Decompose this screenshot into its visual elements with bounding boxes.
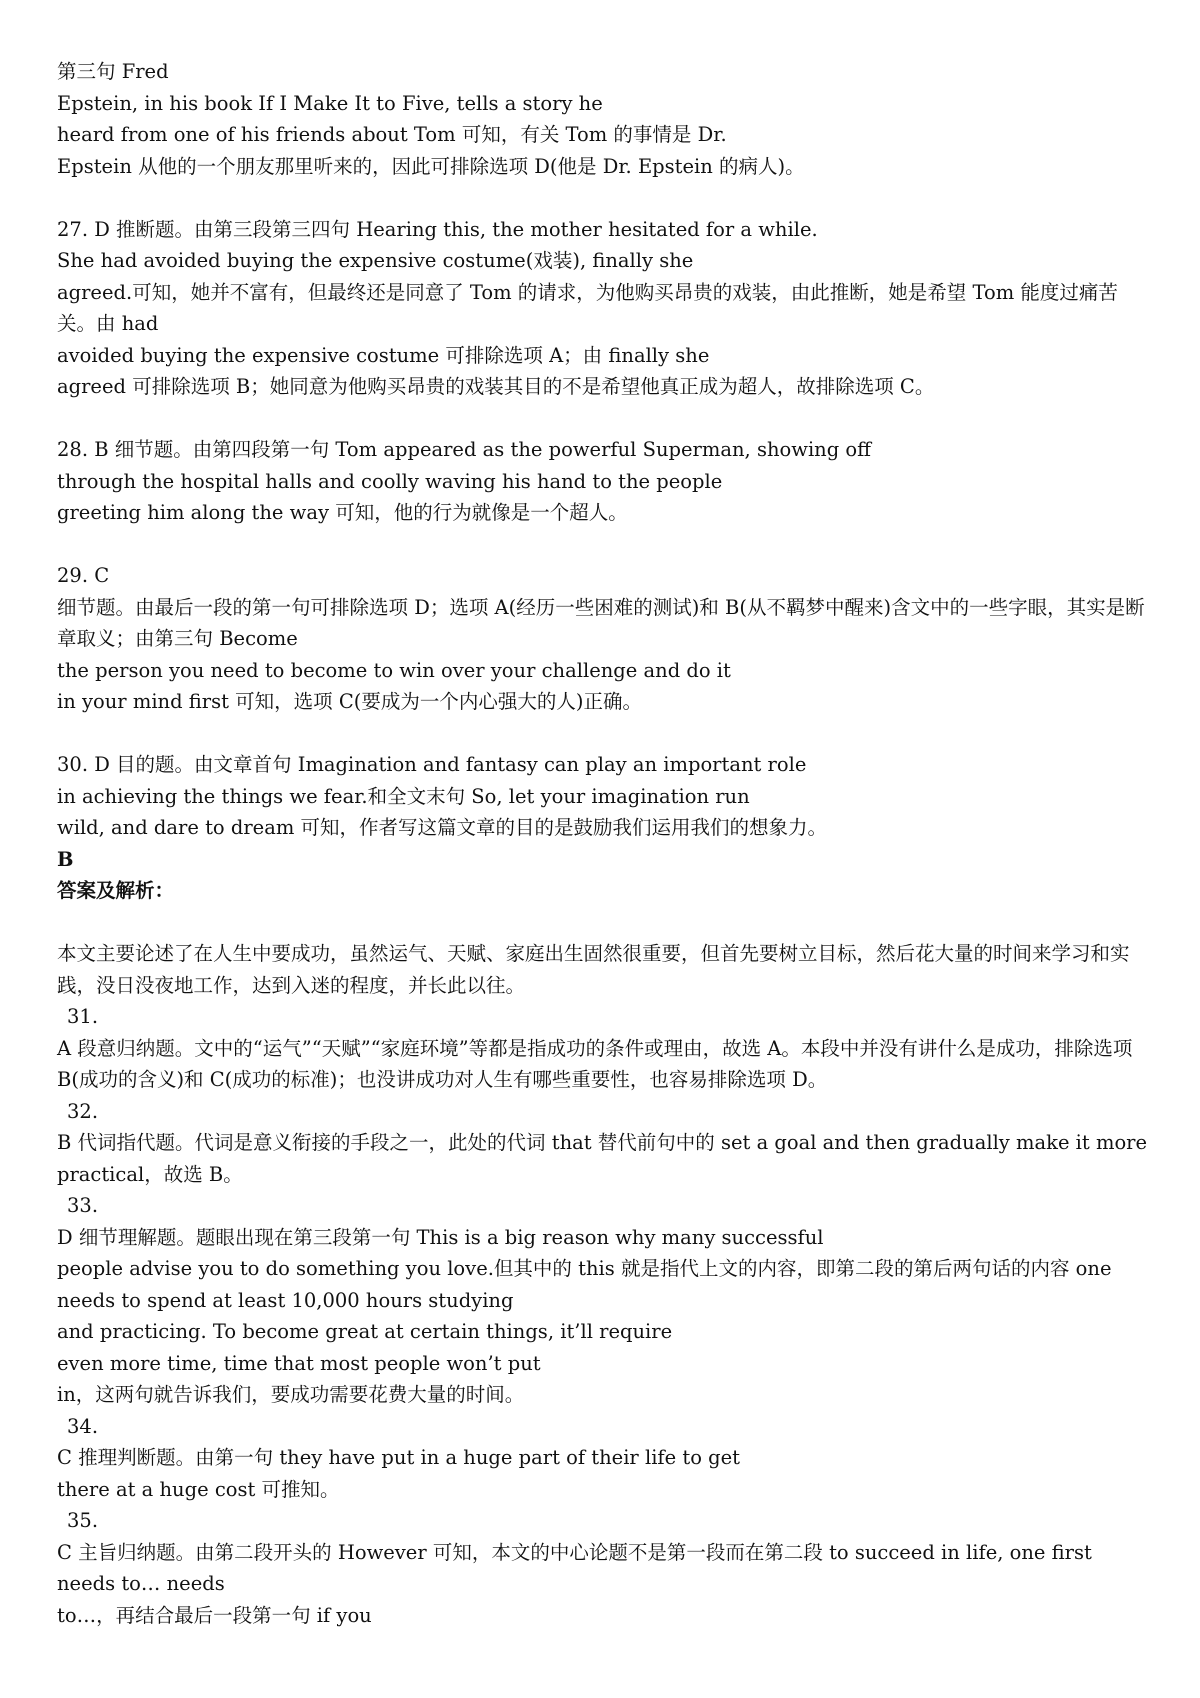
text-line: and practicing. To become great at certain things, it’ll require: [57, 1320, 673, 1343]
text-line: C 推理判断题。由第一句 they have put in a huge part of their life to get: [57, 1446, 741, 1469]
paragraph-gap: [57, 403, 1152, 435]
section-heading: 答案及解析：: [57, 879, 175, 902]
text-line: Epstein 从他的一个朋友那里听来的，因此可排除选项 D(他是 Dr. Epstein 的病人)。: [57, 154, 805, 178]
question-number: 34.: [67, 1414, 99, 1438]
text-line: wild, and dare to dream 可知，作者写这篇文章的目的是鼓励我们运用我们的想象力。: [57, 816, 828, 839]
text-line: avoided buying the expensive costume 可排除选项 A；由 finally she: [57, 343, 710, 367]
text-line: in，这两句就告诉我们，要成功需要花费大量的时间。: [57, 1383, 525, 1406]
paragraph-gap: [57, 529, 1152, 561]
text-line: heard from one of his friends about Tom 可知，有关 Tom 的事情是 Dr.: [57, 123, 727, 146]
text-line: B 代词指代题。代词是意义衔接的手段之一，此处的代词 that 替代前句中的 set a goal and then gradually make it more practical，故选 B。: [57, 1131, 1148, 1186]
section-heading: B: [57, 847, 74, 871]
text-line: to…，再结合最后一段第一句 if you: [57, 1603, 372, 1627]
text-line: Epstein, in his book If I Make It to Five, tells a story he: [57, 91, 603, 115]
text-line: A 段意归纳题。文中的“运气”“天赋”“家庭环境”等都是指成功的条件或理由，故选 A。本段中并没有讲什么是成功，排除选项 B(成功的含义)和 C(成功的标准)；也没讲成功对人生有哪些重要性，也容易排除选项 D。: [57, 1036, 1133, 1091]
paragraph-gap: [57, 718, 1152, 750]
text-line: there at a huge cost 可推知。: [57, 1477, 340, 1501]
paragraph-gap: [57, 907, 1152, 939]
text-line: 30. D 目的题。由文章首句 Imagination and fantasy can play an important role: [57, 753, 807, 776]
answer-explanation-text: [57, 56, 1152, 1631]
text-line: 28. B 细节题。由第四段第一句 Tom appeared as the powerful Superman, showing off: [57, 438, 872, 461]
text-line: 本文主要论述了在人生中要成功，虽然运气、天赋、家庭出生固然很重要，但首先要树立目标，然后花大量的时间来学习和实践，没日没夜地工作，达到入迷的程度，并长此以往。: [57, 942, 1130, 997]
question-number: 33.: [67, 1194, 99, 1217]
text-line: people advise you to do something you love.但其中的 this 就是指代上文的内容，即第二段的第后两句话的内容 one needs to spend at least 10,000 hours studying: [57, 1257, 1112, 1312]
question-number: 31.: [67, 1005, 99, 1028]
question-number: 32.: [67, 1099, 99, 1123]
text-line: in your mind first 可知，选项 C(要成为一个内心强大的人)正确。: [57, 690, 643, 713]
text-line: agreed.可知，她并不富有，但最终还是同意了 Tom 的请求，为他购买昂贵的戏装，由此推断，她是希望 Tom 能度过痛苦关。由 had: [57, 280, 1118, 335]
text-line: even more time, time that most people won’t put: [57, 1351, 541, 1375]
question-number: 35.: [67, 1509, 99, 1532]
text-line: 29. C: [57, 564, 110, 587]
text-line: 第三句 Fred: [57, 60, 169, 83]
text-line: through the hospital halls and coolly waving his hand to the people: [57, 469, 723, 493]
text-line: D 细节理解题。题眼出现在第三段第一句 This is a big reason why many successful: [57, 1225, 824, 1249]
text-line: in achieving the things we fear.和全文末句 So, let your imagination run: [57, 784, 750, 808]
text-line: She had avoided buying the expensive costume(戏装), finally she: [57, 249, 694, 272]
text-line: C 主旨归纳题。由第二段开头的 However 可知，本文的中心论题不是第一段而在第二段 to succeed in life, one first needs to… needs: [57, 1540, 1092, 1595]
paragraph-gap: [57, 182, 1152, 214]
text-line: agreed 可排除选项 B；她同意为他购买昂贵的戏装其目的不是希望他真正成为超人，故排除选项 C。: [57, 375, 935, 398]
text-line: 细节题。由最后一段的第一句可排除选项 D；选项 A(经历一些困难的测试)和 B(从不羁梦中醒来)含文中的一些字眼，其实是断章取义；由第三句 Become: [57, 595, 1145, 650]
text-line: greeting him along the way 可知，他的行为就像是一个超人。: [57, 501, 628, 524]
text-line: the person you need to become to win over your challenge and do it: [57, 658, 731, 682]
text-line: 27. D 推断题。由第三段第三四句 Hearing this, the mother hesitated for a while.: [57, 217, 818, 241]
